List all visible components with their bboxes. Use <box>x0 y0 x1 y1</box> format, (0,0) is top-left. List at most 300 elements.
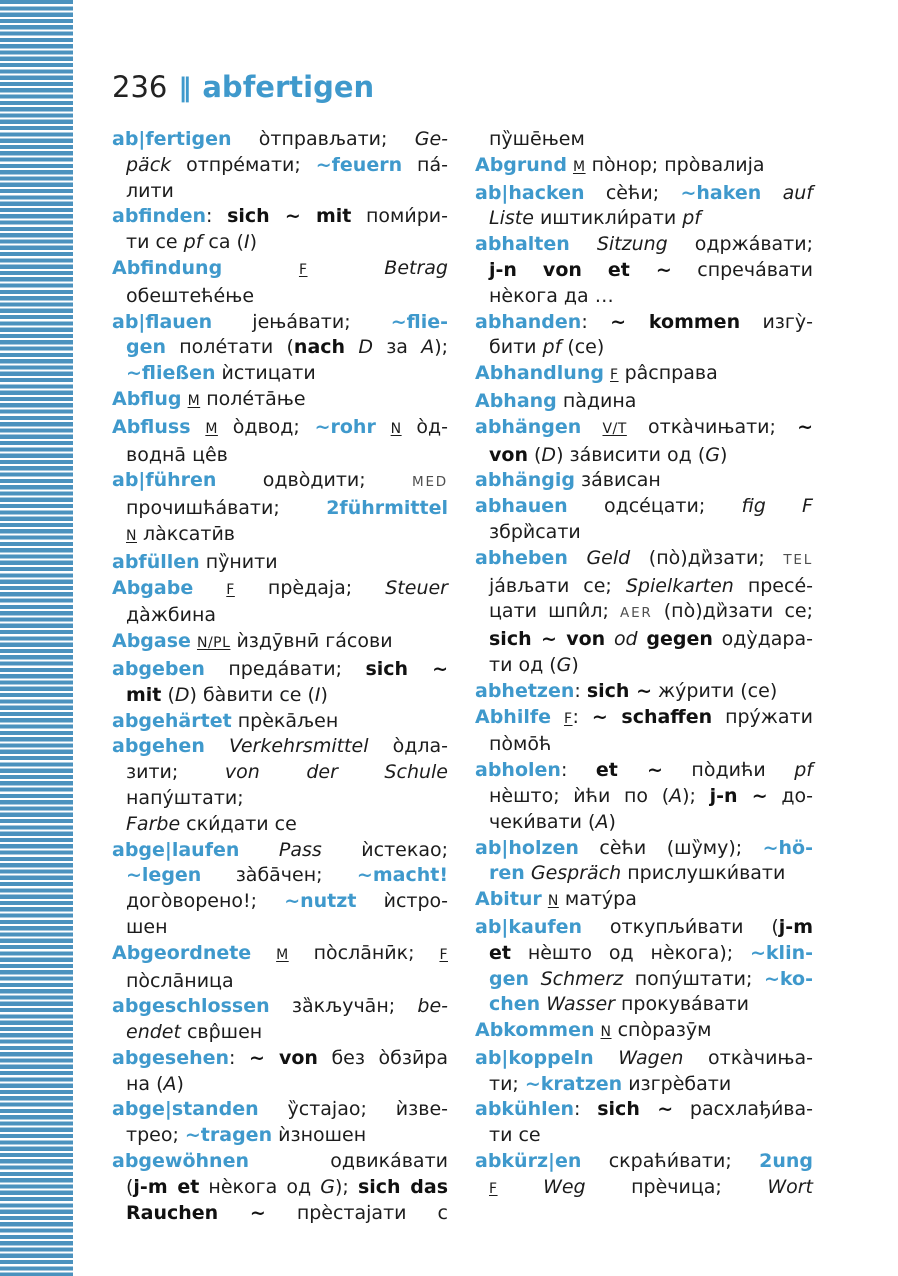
bold-phrase: von <box>489 443 528 466</box>
headword: ~macht! <box>356 864 448 887</box>
entry-line <box>112 153 448 179</box>
headword: abge|standen <box>112 1098 259 1121</box>
italic-label: pf <box>682 207 701 230</box>
text <box>239 839 279 861</box>
gender-marker: F <box>298 261 308 278</box>
entry-line <box>112 1020 448 1046</box>
italic-label: I <box>314 683 321 706</box>
entry-line <box>475 389 813 415</box>
headword: Abfindung <box>112 256 223 279</box>
headword: Abflug <box>112 387 182 410</box>
gender-marker: F <box>610 367 619 384</box>
headword: abfinden <box>112 205 207 228</box>
headword: abkühlen <box>475 1098 575 1121</box>
text: òд- <box>401 415 448 438</box>
bold-phrase: j-m <box>778 915 813 938</box>
bold-phrase: sich ~ von <box>489 628 606 651</box>
italic-label: Gespräch <box>530 862 622 885</box>
text: одвика́вати <box>248 1150 448 1173</box>
entry-line <box>475 258 813 284</box>
entry-line <box>475 127 813 153</box>
text: нѐкога од <box>199 1175 321 1198</box>
entry-line <box>112 812 448 838</box>
entry-line <box>112 915 448 941</box>
text: попу́штати; <box>623 967 764 990</box>
text: пòдићи <box>662 759 795 782</box>
text: спòразӯм <box>611 1019 712 1042</box>
text: ( <box>126 1175 134 1198</box>
entry-line <box>475 335 813 361</box>
text: пу̏ше̄њем <box>489 128 585 150</box>
gender-marker: F <box>563 710 573 727</box>
dictionary-column-right <box>475 127 813 1203</box>
text: прочишћа́вати; <box>126 497 327 520</box>
entry-line <box>112 127 448 153</box>
text: лити <box>126 179 174 202</box>
text: па̀дина <box>556 389 637 412</box>
text: на ( <box>126 1072 164 1095</box>
text: пу̏нити <box>199 550 278 573</box>
headword: 2führmittel <box>326 497 448 520</box>
dictionary-column-left <box>112 127 448 1226</box>
text: ти се <box>126 231 184 254</box>
field-label: TEL <box>783 551 814 568</box>
entry-line <box>475 1123 813 1149</box>
gender-marker: M <box>572 158 586 175</box>
headword: ren <box>489 862 525 885</box>
entry-line <box>475 836 813 862</box>
headword: ~feuern <box>315 153 403 176</box>
text: пòмо̄ћ <box>489 733 552 756</box>
bold-phrase: j-m et <box>133 1175 200 1198</box>
text: шен <box>126 915 168 938</box>
headword: Abhang <box>475 389 557 412</box>
headword: abheben <box>475 546 568 569</box>
text <box>568 547 587 569</box>
text <box>251 942 276 964</box>
entry-line <box>475 810 813 836</box>
headword: ~hö- <box>762 836 813 859</box>
entry-line <box>475 443 813 469</box>
text: (пò)ди̏зати се; <box>652 600 813 623</box>
italic-label: Farbe <box>126 812 181 835</box>
italic-label: pf <box>183 231 203 254</box>
text <box>605 628 614 650</box>
entry-line <box>475 1149 813 1175</box>
entry-line <box>475 653 813 679</box>
headword: abhängig <box>475 469 576 492</box>
text: трео; <box>126 1124 185 1147</box>
text: : <box>206 205 228 228</box>
text: ( <box>161 683 175 706</box>
headword: abgewöhnen <box>112 1150 249 1173</box>
text: са ( <box>202 231 244 254</box>
page-number: 236 <box>112 70 168 104</box>
text: водна̄ це̂в <box>126 443 228 466</box>
italic-label: be- <box>417 995 448 1018</box>
italic-label: Schmerz <box>540 967 624 990</box>
headword: abgesehen <box>112 1046 230 1069</box>
text <box>376 416 391 438</box>
text: нѐшто; ѝћи по ( <box>489 784 670 807</box>
bold-phrase: nach <box>293 336 346 359</box>
headword: 2ung <box>759 1150 813 1173</box>
headword: ~flie- <box>390 310 448 333</box>
entry-line <box>475 1046 813 1072</box>
italic-label: D <box>358 336 373 359</box>
text: прокува́вати <box>614 993 749 1016</box>
headword: ab|führen <box>112 469 217 492</box>
headword: abfüllen <box>112 550 200 573</box>
text: одсе́цати; <box>567 495 742 518</box>
entry-line <box>475 1175 813 1203</box>
text: ); <box>682 784 710 807</box>
entry-line <box>112 1123 448 1149</box>
entry-line <box>475 494 813 520</box>
headword: Abfluss <box>112 415 191 438</box>
text <box>529 968 541 990</box>
italic-label: A <box>163 1072 177 1095</box>
text: ) <box>249 231 258 254</box>
bold-phrase: sich ~ <box>365 657 448 680</box>
entry-line <box>112 760 448 812</box>
gender-marker: F <box>226 581 235 598</box>
entry-line <box>112 838 448 864</box>
headword: Abgeordnete <box>112 941 252 964</box>
text: ) <box>320 683 328 706</box>
text: : <box>229 1046 249 1069</box>
field-label: MED <box>412 474 448 491</box>
entry-line <box>112 550 448 576</box>
italic-label: Verkehrsmittel <box>228 735 369 758</box>
entry-line <box>475 520 813 546</box>
text: отка̀чиња- <box>683 1046 813 1069</box>
text: до- <box>767 784 813 807</box>
text: ла̀ксатӣв <box>136 522 235 545</box>
italic-label: Wort <box>767 1175 813 1198</box>
italic-label: Wagen <box>618 1046 684 1069</box>
headword: ~haken <box>680 181 762 204</box>
italic-label: Wasser <box>546 993 615 1016</box>
italic-label: endet <box>126 1021 181 1044</box>
text <box>498 1176 544 1198</box>
headword: ~nutzt <box>284 890 357 913</box>
entry-line <box>112 387 448 415</box>
text: ти се <box>489 1124 541 1147</box>
italic-label: Betrag <box>384 256 448 279</box>
text: обештеће́ње <box>126 284 255 307</box>
text: жу́рити (се) <box>652 679 778 702</box>
text: па́- <box>402 153 448 176</box>
headword: ~fließen <box>126 362 216 385</box>
text: зити; <box>126 761 225 784</box>
text: ти; <box>489 1072 525 1095</box>
bold-phrase: sich ~ <box>586 679 652 702</box>
text: : <box>574 1098 598 1121</box>
text: ); <box>434 336 449 359</box>
bold-phrase: j-n ~ <box>709 784 768 807</box>
entry-line <box>112 683 448 709</box>
italic-label: A <box>669 784 683 807</box>
entry-line <box>475 992 813 1018</box>
entry-line <box>475 967 813 993</box>
text: отка̀чињати; <box>626 415 798 438</box>
headword: ab|hacken <box>475 181 585 204</box>
italic-label: Steuer <box>385 576 448 599</box>
text: ра̂справа <box>618 362 718 385</box>
text: у̏стајао; ѝзве- <box>258 1098 448 1121</box>
gender-marker: M <box>205 420 218 437</box>
headword: abhetzen <box>475 679 575 702</box>
entry-line <box>475 206 813 232</box>
entry-line <box>112 415 448 443</box>
entry-line <box>112 335 448 361</box>
headword: abhauen <box>475 495 568 518</box>
entry-line <box>112 629 448 657</box>
entry-line <box>112 734 448 760</box>
entry-line <box>112 522 448 550</box>
entry-line <box>475 1072 813 1098</box>
entry-line <box>112 994 448 1020</box>
text: òтправљати; <box>231 128 415 150</box>
text: прислушки́вати <box>621 862 786 885</box>
bold-phrase: ~ kommen <box>610 310 741 333</box>
entry-line <box>112 496 448 522</box>
headword: ~tragen <box>184 1124 273 1147</box>
headword: ab|fertigen <box>112 128 232 150</box>
headword: Abhilfe <box>475 705 552 728</box>
text <box>222 257 299 279</box>
text: без òбзӣра <box>317 1046 448 1069</box>
text: ти од ( <box>489 653 557 676</box>
entry-line <box>475 415 813 443</box>
text: да̀жбина <box>126 604 217 627</box>
headword: Abkommen <box>475 1019 595 1042</box>
entry-line <box>475 627 813 653</box>
italic-label: od <box>613 628 638 651</box>
entry-line <box>475 181 813 207</box>
entry-line <box>112 889 448 915</box>
text: ѝстро- <box>356 890 448 913</box>
text: поми́ри- <box>351 205 448 228</box>
italic-label: A <box>421 336 435 359</box>
text <box>594 1047 619 1069</box>
gender-marker: N <box>390 420 402 437</box>
text: бити <box>489 336 543 359</box>
text: за <box>372 336 422 359</box>
edge-stripes-decoration <box>0 0 73 1276</box>
text: догòворено!; <box>126 890 285 913</box>
text: ) <box>608 810 616 833</box>
bold-phrase: sich das <box>357 1175 449 1198</box>
text: ) <box>176 1072 184 1095</box>
italic-label: Sitzung <box>596 233 668 256</box>
text: (се) <box>561 336 605 359</box>
text: ѝстекао; <box>321 838 448 861</box>
text: пресе́- <box>733 574 813 597</box>
text: изгу̀- <box>740 310 813 333</box>
text: : <box>574 679 587 702</box>
italic-label: fig F <box>741 495 813 518</box>
entry-line <box>475 153 813 181</box>
text: прѐчица; <box>585 1175 768 1198</box>
italic-label: Liste <box>489 207 534 230</box>
italic-label: pf <box>542 336 562 359</box>
italic-label: pf <box>794 759 813 782</box>
text: : <box>581 310 611 333</box>
entry-line <box>475 679 813 705</box>
gender-marker: N/PL <box>196 635 231 652</box>
text: пру́жати <box>712 705 813 728</box>
text: ) за́висити од ( <box>556 443 706 466</box>
gender-marker: M <box>187 392 201 409</box>
headword: ab|kaufen <box>475 915 583 938</box>
text <box>205 735 229 757</box>
headword: Abgrund <box>475 153 567 176</box>
text: оду̀дара- <box>712 628 813 651</box>
entry-line <box>475 941 813 967</box>
text: спреча́вати <box>671 258 813 281</box>
entry-line <box>112 256 448 284</box>
headword: Abitur <box>475 888 542 911</box>
text: за́висан <box>575 469 661 492</box>
text: нѐкога да … <box>489 284 614 307</box>
entry-line <box>475 732 813 758</box>
text <box>761 182 782 204</box>
headword: abhanden <box>475 310 582 333</box>
italic-label: G <box>705 443 721 466</box>
text: одвòдити; <box>216 469 413 492</box>
bold-phrase: j-n von et ~ <box>489 258 672 281</box>
headword: abhalten <box>475 233 570 256</box>
gender-marker: N <box>600 1024 612 1041</box>
text: чеки́вати ( <box>489 810 596 833</box>
bold-phrase: sich ~ <box>597 1098 674 1121</box>
gender-marker: M <box>276 946 289 963</box>
text: ); <box>335 1175 358 1198</box>
entry-line <box>475 1018 813 1046</box>
headword: Abhandlung <box>475 362 604 385</box>
headword: abgeschlossen <box>112 995 270 1018</box>
bold-phrase: sich ~ mit <box>227 205 352 228</box>
entry-line <box>475 705 813 733</box>
entry-line <box>112 468 448 496</box>
entry-line <box>475 758 813 784</box>
text: за̀ба̄чен; <box>201 864 357 887</box>
entry-line <box>112 969 448 995</box>
text: нѐшто од нѐкога); <box>510 941 750 964</box>
text: ѝздӯвнӣ га́сови <box>230 630 393 653</box>
gender-marker: N <box>126 527 137 544</box>
text: ) <box>720 443 728 466</box>
entry-line <box>475 232 813 258</box>
text: за̏кључа̄н; <box>269 995 418 1018</box>
italic-label: A <box>595 810 609 833</box>
entry-line <box>112 1072 448 1098</box>
headword: ~kratzen <box>524 1072 623 1095</box>
headword: ab|koppeln <box>475 1046 594 1069</box>
text: пòнор; прòвалија <box>585 153 765 176</box>
entry-line <box>112 179 448 205</box>
text: пòсла̄ница <box>126 969 234 992</box>
text: иштикли́рати <box>533 207 683 230</box>
text: òдвод; <box>217 415 315 438</box>
italic-label: G <box>320 1175 336 1198</box>
headword: ~legen <box>126 864 202 887</box>
text: свр̂шен <box>180 1021 263 1044</box>
headword: Abgase <box>112 630 191 653</box>
field-label: AER <box>620 605 653 622</box>
gender-marker: F <box>489 1180 498 1197</box>
headword: gen <box>489 967 530 990</box>
headword: abkürz|en <box>475 1150 582 1173</box>
running-headword: abfertigen <box>202 70 375 104</box>
gender-marker: V/T <box>602 420 627 437</box>
text: отпре́мати; <box>171 153 316 176</box>
text: поле́тати ( <box>166 336 294 359</box>
bold-phrase: et <box>489 941 511 964</box>
entry-line <box>475 887 813 915</box>
text <box>551 706 564 728</box>
text: откупљи́вати ( <box>582 915 779 938</box>
headword: abgehärtet <box>112 709 232 732</box>
italic-label: G <box>556 653 572 676</box>
entry-line <box>112 204 448 230</box>
bold-phrase: gegen <box>646 628 713 651</box>
italic-label: von der Schule <box>224 761 448 784</box>
italic-label: I <box>243 231 250 254</box>
page-header <box>112 70 812 106</box>
text <box>308 257 385 279</box>
entry-line <box>112 863 448 889</box>
text: одржа́вати; <box>667 233 813 256</box>
text: прѐстајати с <box>265 1201 448 1224</box>
text: пòсла̄нӣк; <box>288 941 440 964</box>
text <box>570 233 597 255</box>
headword: Abgabe <box>112 576 194 599</box>
text: сѐћи; <box>584 181 681 204</box>
entry-line <box>475 546 813 574</box>
entry-line <box>112 361 448 387</box>
text: цати шпи̂л; <box>489 600 621 623</box>
gender-marker: N <box>547 893 559 910</box>
text <box>345 336 358 358</box>
headword: abholen <box>475 759 561 782</box>
entry-line <box>475 915 813 941</box>
text: (пò)ди̏зати; <box>630 546 784 569</box>
bold-phrase: ~ von <box>248 1046 318 1069</box>
text: расхлађи́ва- <box>673 1098 813 1121</box>
entry-line <box>475 784 813 810</box>
bold-phrase: ~ <box>797 415 814 438</box>
text: ѝзношен <box>272 1124 367 1147</box>
text: сѐћи (шу̏му); <box>578 836 763 859</box>
italic-label: D <box>541 443 557 466</box>
italic-label: Ge- <box>414 128 448 150</box>
text: ) <box>571 653 579 676</box>
entry-line <box>112 941 448 969</box>
entry-line <box>475 468 813 494</box>
italic-label: Spielkarten <box>625 574 734 597</box>
entry-line <box>475 599 813 627</box>
entry-line <box>112 443 448 469</box>
bold-phrase: Rauchen ~ <box>126 1201 266 1224</box>
text: : <box>572 705 592 728</box>
text: прѐдаја; <box>234 576 386 599</box>
entry-line <box>112 1046 448 1072</box>
text: збри̏сати <box>489 520 581 543</box>
bold-phrase: ~ schaffen <box>591 705 713 728</box>
